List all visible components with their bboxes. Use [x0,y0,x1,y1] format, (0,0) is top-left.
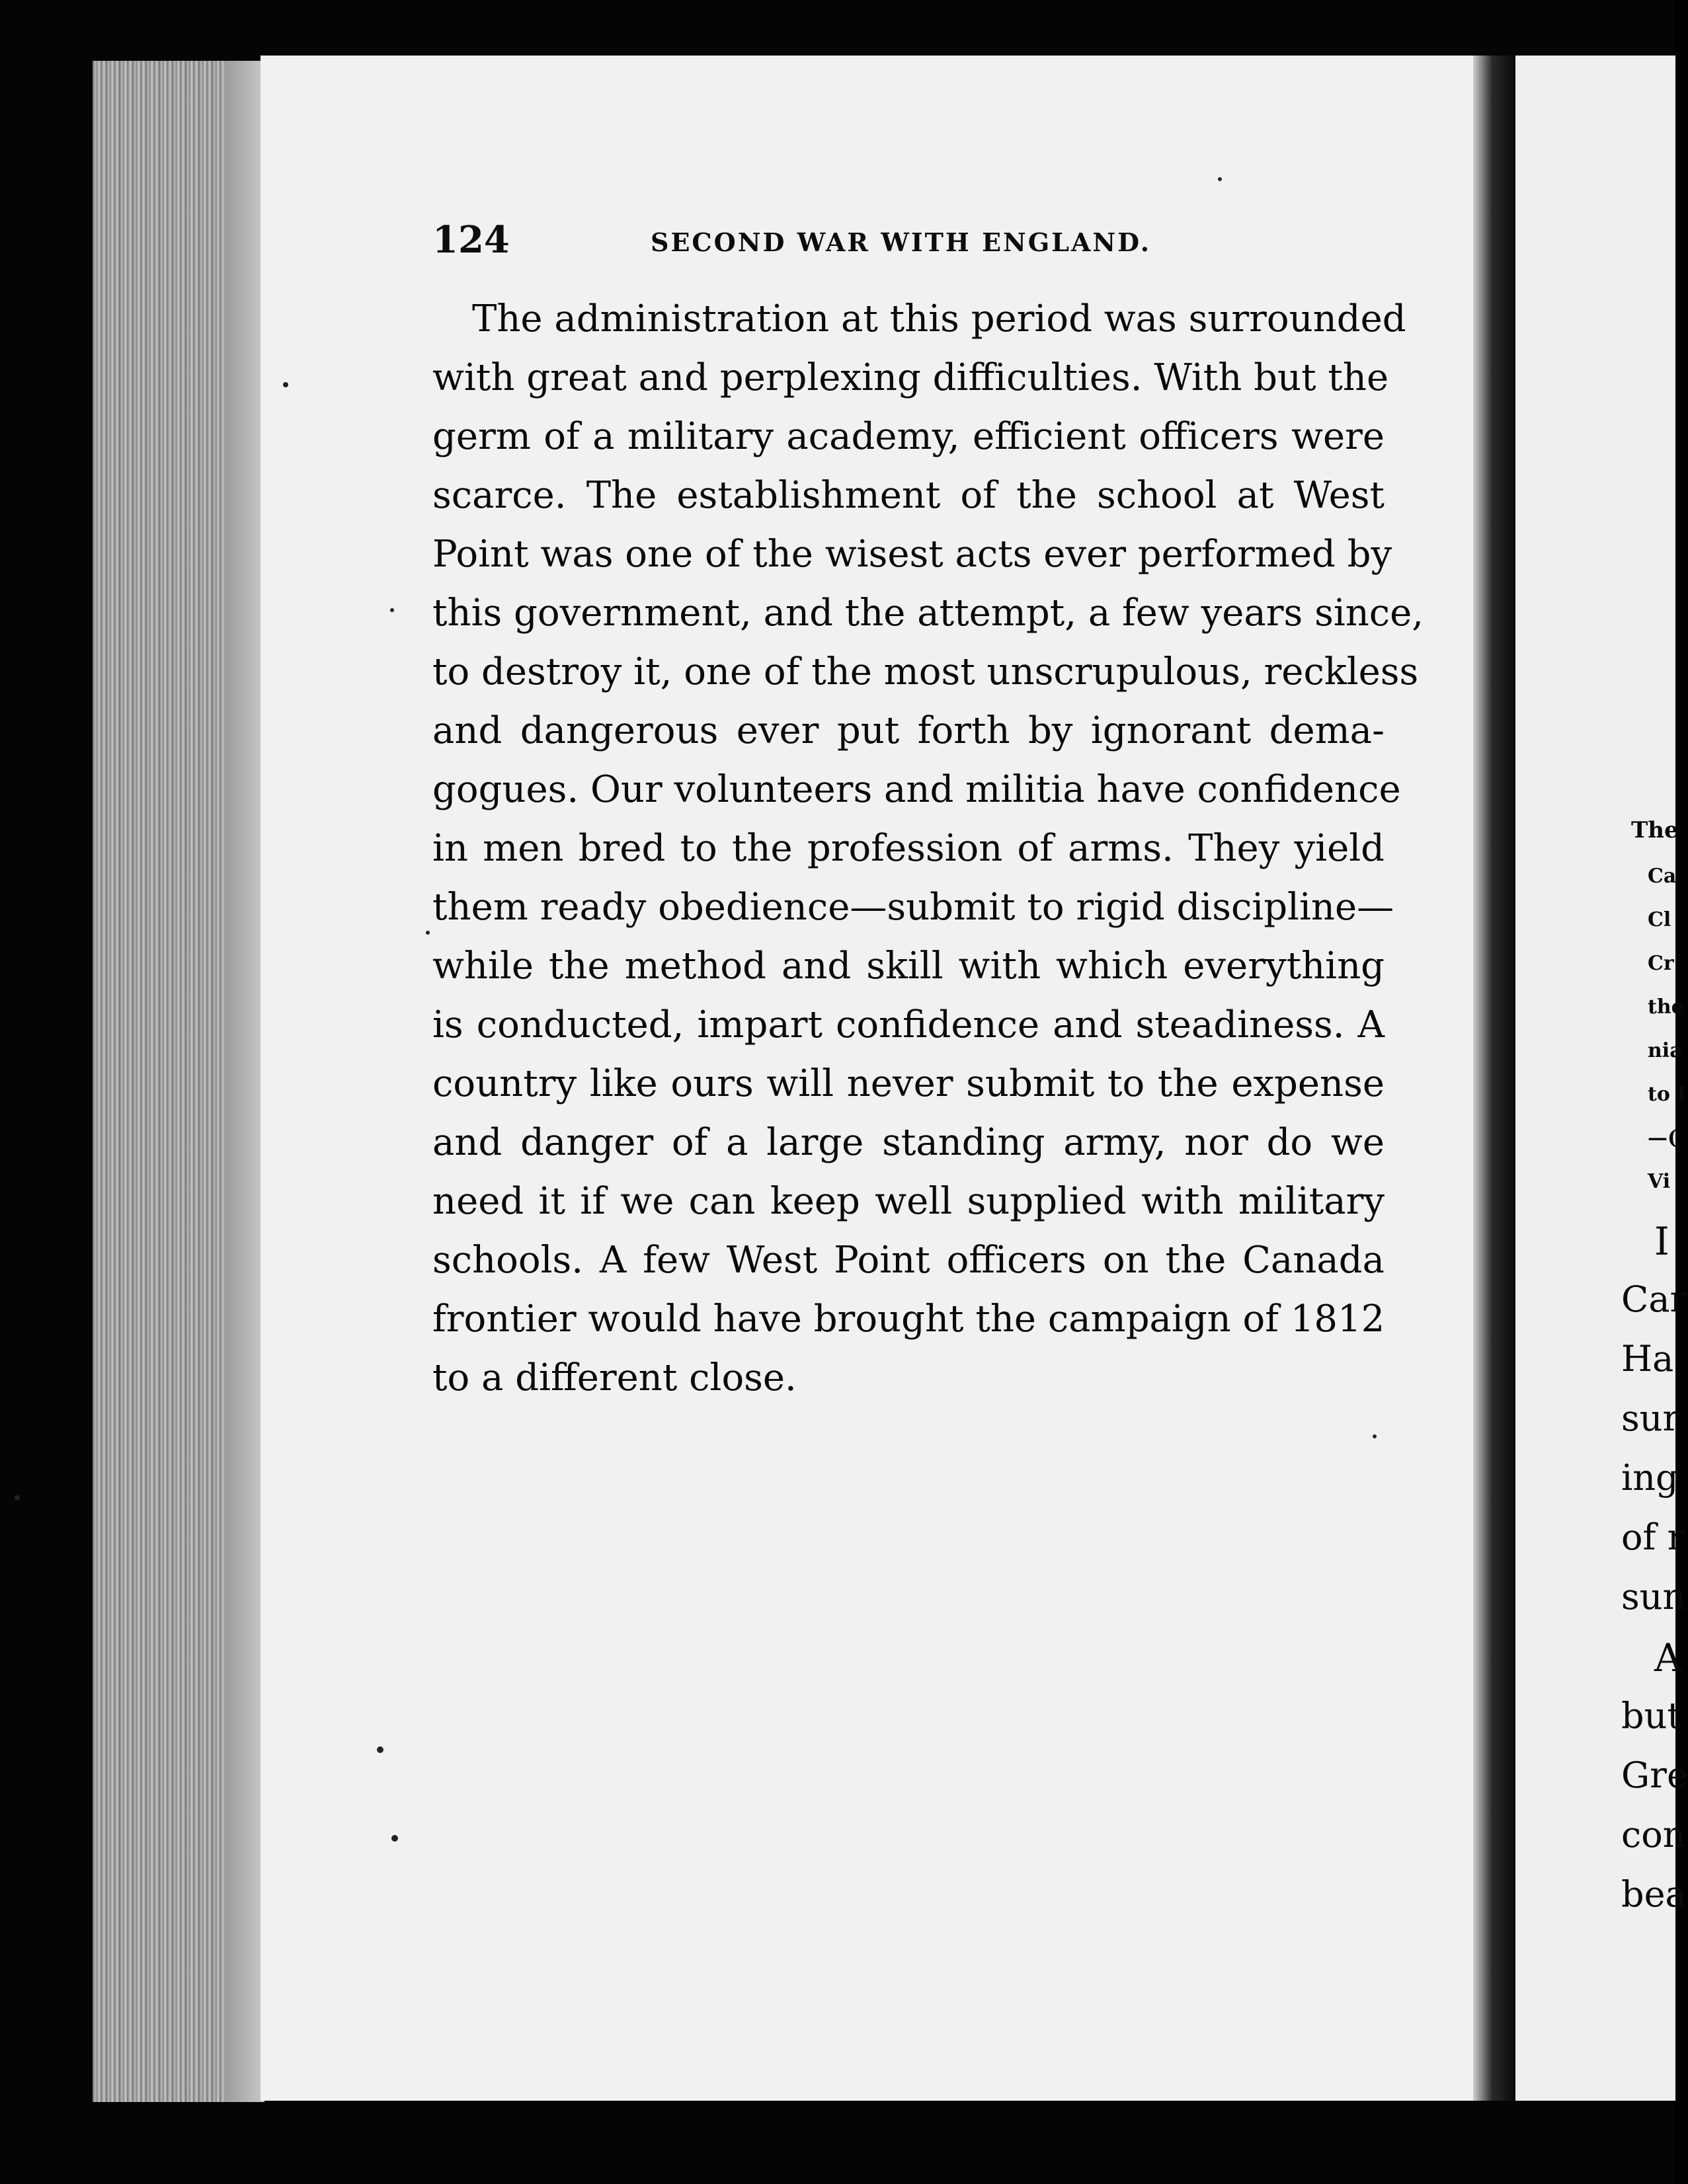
facing-summary-fragment: the [1648,995,1684,1019]
text-line: them ready obedience—submit to rigid discipline— [432,886,1394,929]
dust-speck [1218,177,1222,181]
body-paragraph [432,290,1424,1407]
dust-speck [1373,1434,1377,1438]
facing-summary-fragment: Cl [1648,908,1671,931]
facing-summary-fragment: Ca [1648,865,1677,888]
text-line: gogues. Our volunteers and militia have confidence [432,768,1401,811]
facing-summary-fragment: —( [1648,1126,1677,1150]
dust-speck [426,931,430,935]
book-gutter [1473,56,1515,2101]
facing-page [1515,56,1688,2101]
text-line: Point was one of the wisest acts ever performed by [432,533,1392,576]
facing-summary-fragment: to I [1648,1083,1687,1106]
text-line: frontier would have brought the campaign of 1812 [432,1298,1385,1341]
facing-text-fragment: bea [1621,1873,1687,1915]
facing-text-fragment: Ha [1621,1338,1674,1380]
page-heading: SECOND WAR WITH ENGLAND. [651,227,1151,257]
facing-summary-fragment: The [1631,817,1679,843]
text-line: The administration at this period was surrounded [472,297,1406,340]
facing-text-fragment: I [1654,1219,1669,1264]
text-line: in men bred to the profession of arms. They yield [432,827,1385,870]
facing-text-fragment: but [1621,1695,1682,1736]
facing-text-fragment: ing [1621,1457,1679,1499]
facing-summary-fragment: nia [1648,1039,1683,1062]
facing-text-fragment: Car [1621,1278,1687,1320]
dust-speck [390,608,394,612]
dust-speck [15,1495,20,1501]
text-line: and dangerous ever put forth by ignorant dema- [432,709,1385,752]
facing-summary-fragment: Vi [1648,1170,1671,1193]
text-line: schools. A few West Point officers on the Canada [432,1239,1385,1282]
text-line: germ of a military academy, efficient officers were [432,415,1385,458]
page-number: 124 [432,218,510,262]
facing-text-fragment: sun [1621,1576,1686,1618]
text-line: is conducted, impart confidence and steadiness. A [432,1003,1385,1046]
text-line: to destroy it, one of the most unscrupulous, reckless [432,650,1419,693]
text-line: with great and perplexing difficulties. With but the [432,356,1389,399]
facing-page-text [1515,56,1688,2101]
facing-text-fragment: con [1621,1814,1686,1855]
text-line: while the method and skill with which everything [432,945,1385,988]
text-line: scarce. The establishment of the school at West [432,474,1385,517]
text-line: need it if we can keep well supplied with military [432,1180,1385,1223]
dust-speck [283,382,288,387]
text-line: to a different close. [432,1356,797,1399]
facing-text-fragment: A [1654,1635,1682,1680]
text-line: and danger of a large standing army, nor do we [432,1121,1385,1164]
facing-text-fragment: sur [1621,1397,1680,1439]
text-line: country like ours will never submit to the expense [432,1062,1385,1105]
facing-summary-fragment: Cr [1648,952,1674,975]
facing-text-fragment: of r [1621,1516,1685,1558]
dust-speck [391,1835,398,1842]
dust-speck [377,1746,383,1753]
text-line: this government, and the attempt, a few years since, [432,592,1424,635]
facing-text-fragment: Gre [1621,1754,1688,1796]
page-edge-shade [225,61,264,2102]
